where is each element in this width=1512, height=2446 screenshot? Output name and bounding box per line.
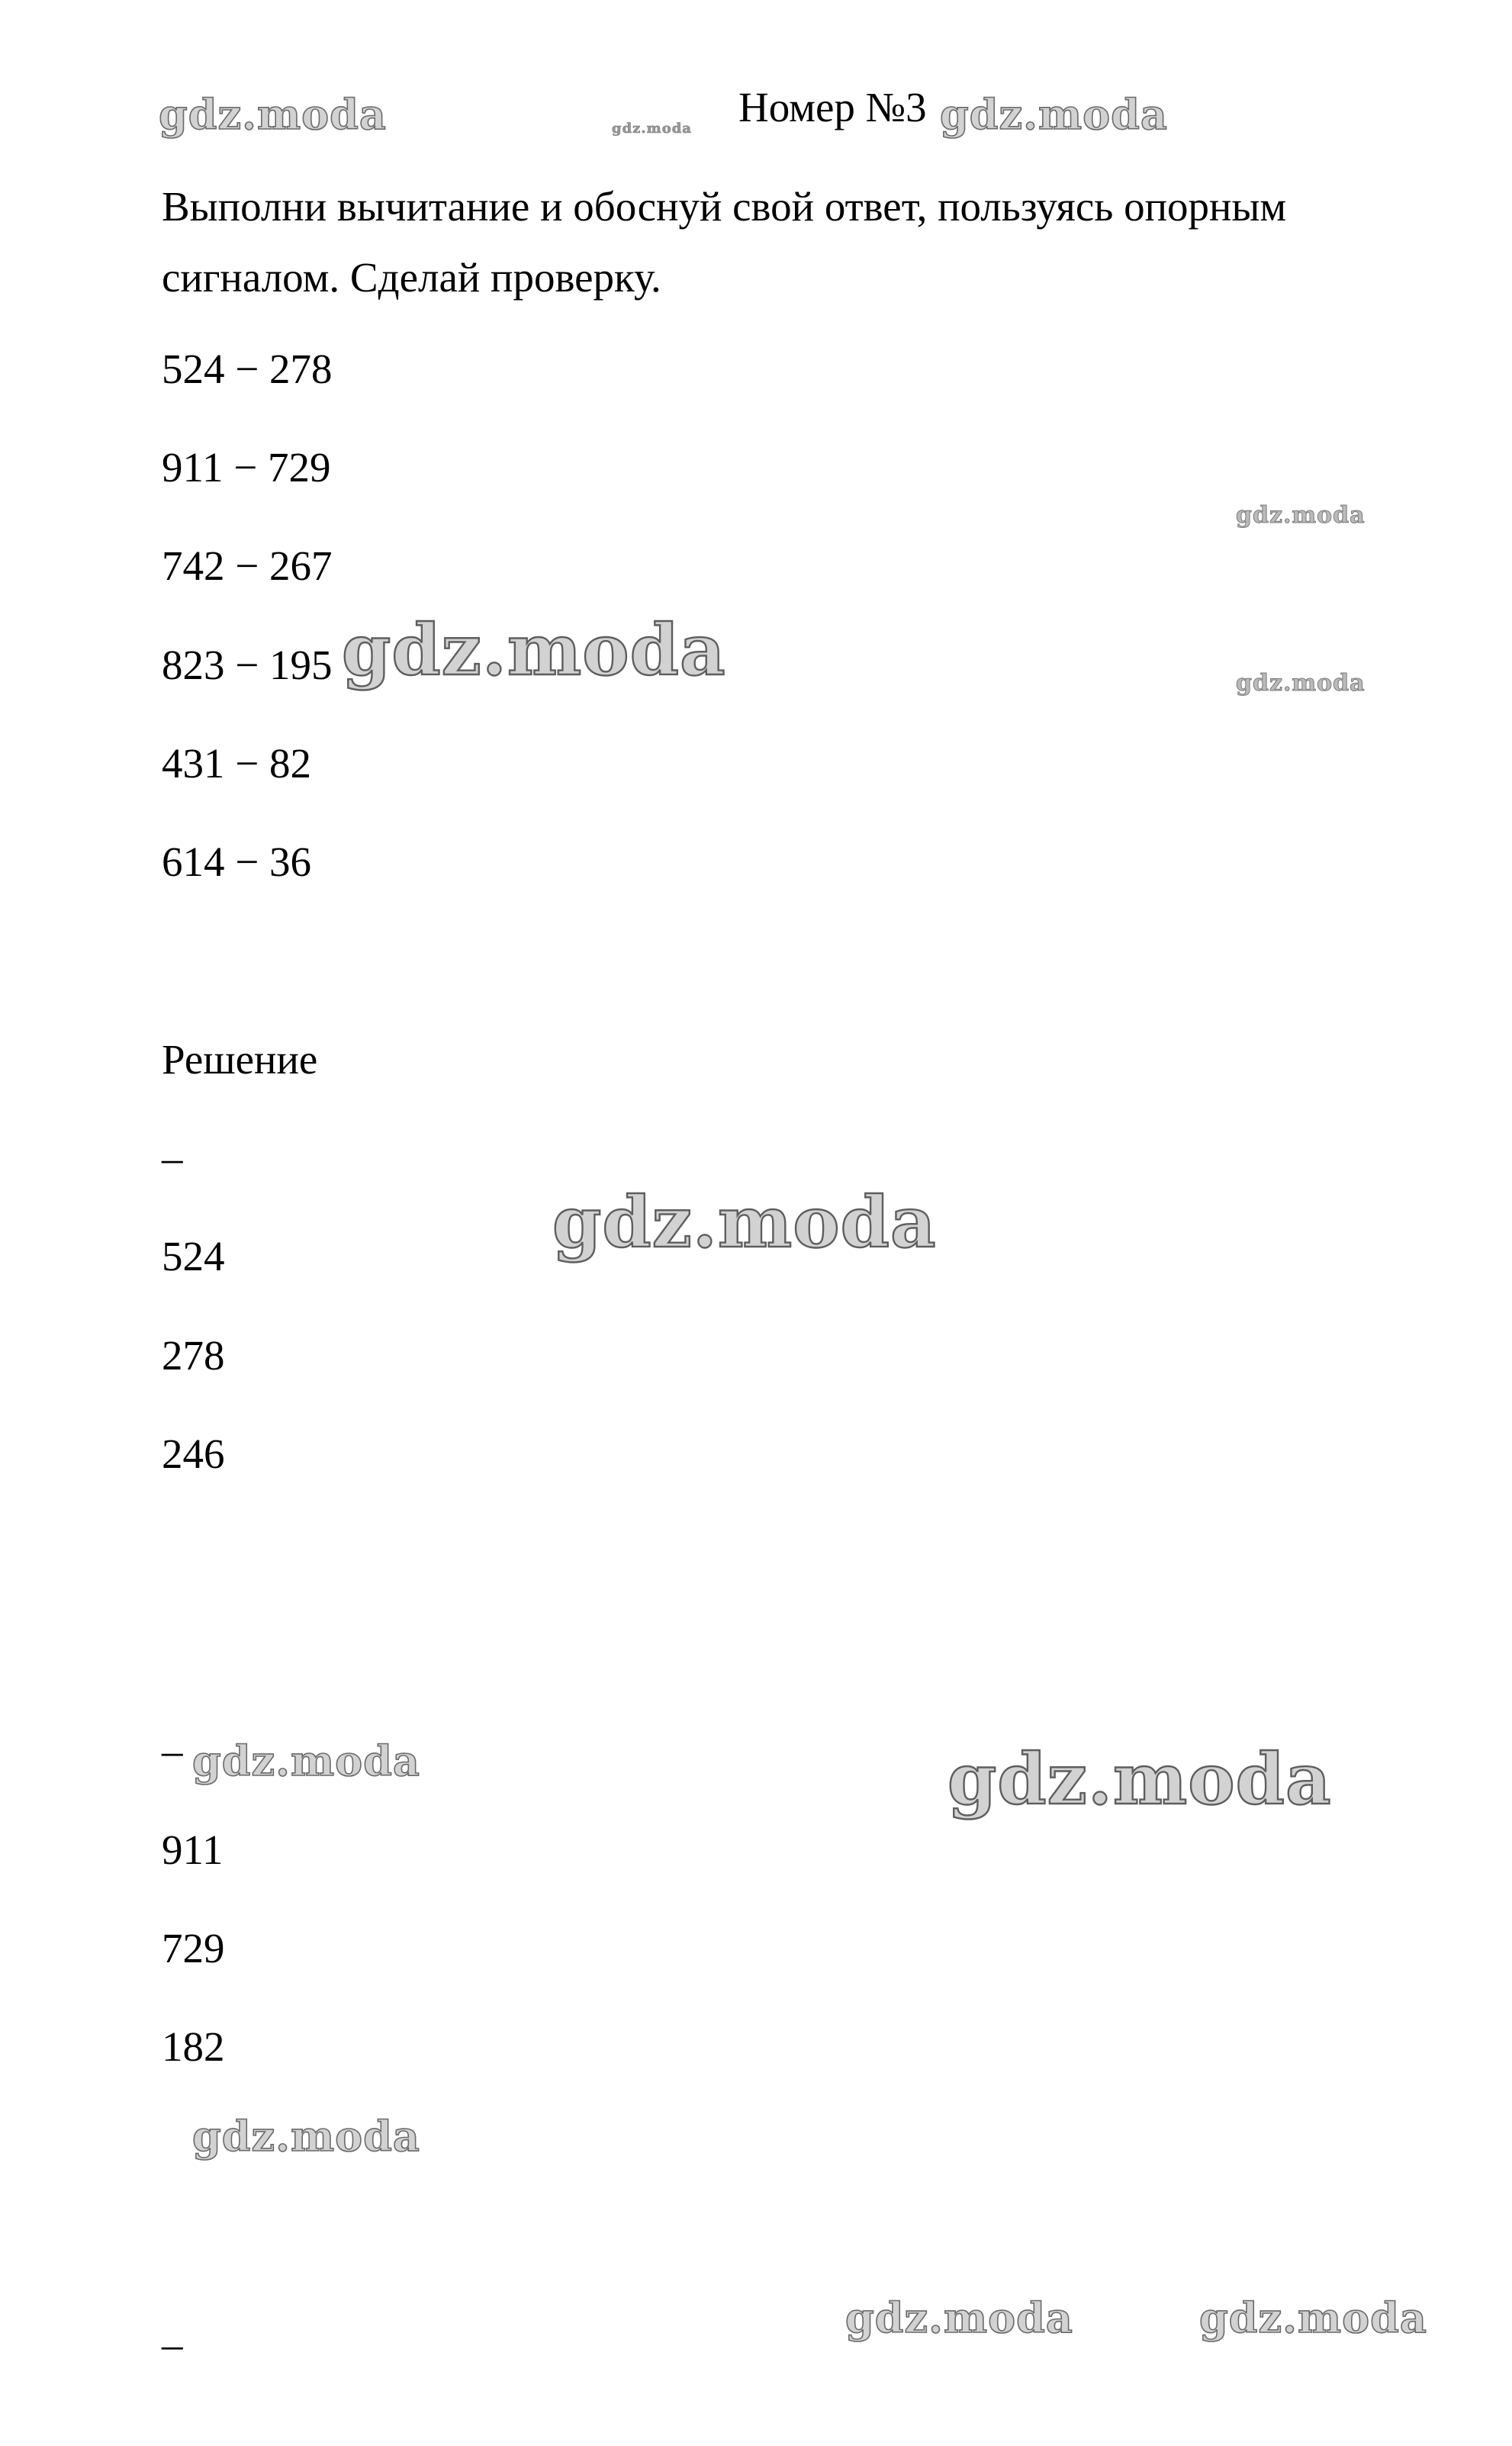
watermark: gdz.moda [612, 121, 692, 137]
watermark: gdz.moda [1236, 502, 1366, 529]
problem-item: 911 − 729 [162, 444, 331, 491]
watermark: gdz.moda [192, 1736, 420, 1785]
minuend: 911 [162, 1826, 224, 1873]
subtrahend: 729 [162, 1925, 225, 1971]
minuend: 524 [162, 1233, 225, 1279]
watermark: gdz.moda [940, 90, 1168, 139]
watermark: gdz.moda [552, 1181, 937, 1263]
problem-item: 431 − 82 [162, 740, 312, 787]
minus-sign: – [162, 2321, 183, 2367]
task-text-line-1: Выполни вычитание и обоснуй свой ответ, пользуясь опорным [162, 183, 1287, 230]
watermark: gdz.moda [192, 2112, 420, 2161]
problem-item: 742 − 267 [162, 542, 333, 589]
task-text-line-2: сигналом. Сделай проверку. [162, 254, 661, 301]
problem-item: 614 − 36 [162, 838, 312, 885]
watermark: gdz.moda [845, 2293, 1073, 2342]
page-title: Номер №3 [738, 84, 927, 130]
solution-heading: Решение [162, 1036, 318, 1083]
difference: 246 [162, 1431, 225, 1477]
minus-sign: – [162, 1134, 183, 1181]
watermark: gdz.moda [1236, 670, 1366, 697]
difference: 182 [162, 2023, 225, 2070]
watermark: gdz.moda [342, 609, 726, 691]
problem-item: 524 − 278 [162, 346, 333, 392]
watermark: gdz.moda [1199, 2293, 1427, 2342]
problem-item: 823 − 195 [162, 642, 333, 688]
subtrahend: 278 [162, 1332, 225, 1379]
minus-sign: – [162, 1727, 183, 1774]
watermark: gdz.moda [159, 90, 387, 139]
watermark: gdz.moda [947, 1738, 1332, 1820]
